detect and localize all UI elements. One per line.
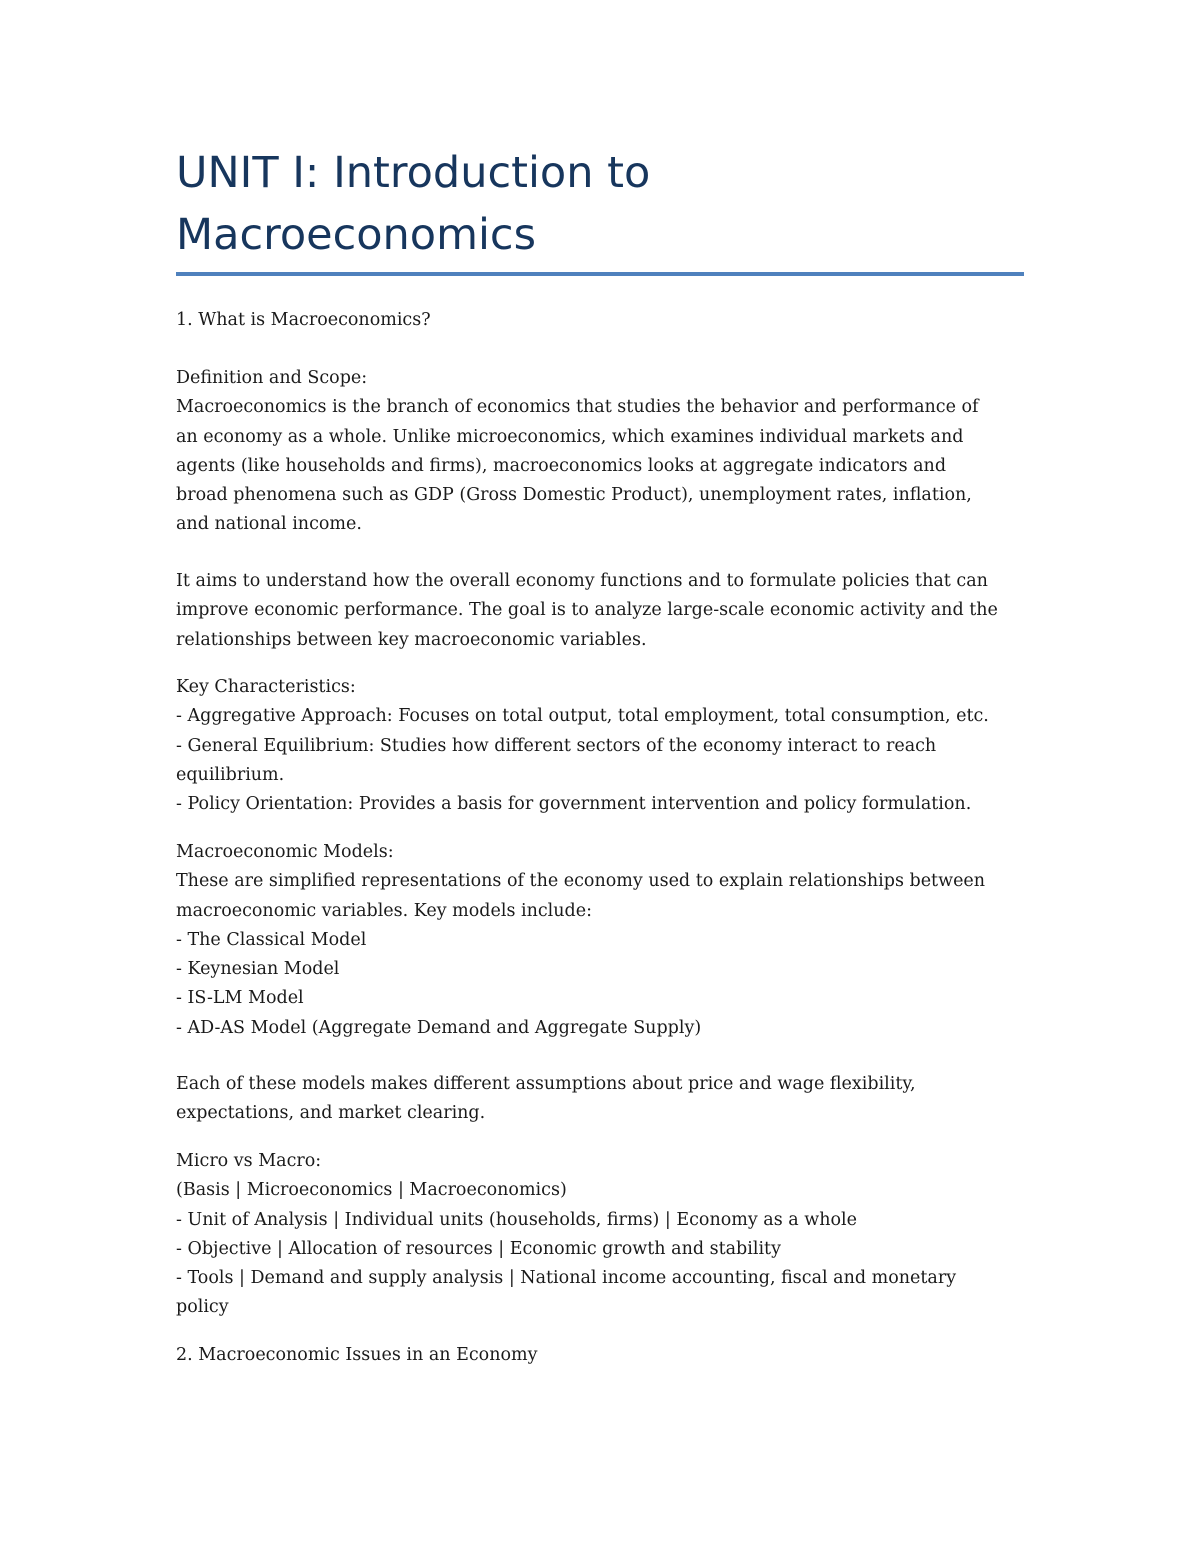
micro-macro-block — [176, 1147, 1036, 1323]
paragraph-line: agents (like households and firms), macroeconomics looks at aggregate indicators and — [176, 455, 947, 476]
paragraph-line: broad phenomena such as GDP (Gross Domestic Product), unemployment rates, inflation, — [176, 485, 972, 506]
paragraph-line: It aims to understand how the overall economy functions and to formulate policies that can — [176, 571, 988, 591]
document-title — [176, 142, 1036, 266]
aim-paragraph — [176, 567, 1036, 655]
characteristics-block — [176, 673, 1036, 819]
paragraph-line: expectations, and market clearing. — [176, 1103, 486, 1124]
paragraph-line: improve economic performance. The goal is to analyze large-scale economic activity and the — [176, 600, 998, 621]
section-2-heading-block — [176, 1341, 1036, 1370]
list-item: - Policy Orientation: Provides a basis for government intervention and policy formulation. — [176, 794, 972, 815]
paragraph-line: and national income. — [176, 514, 362, 535]
title-line: UNIT I: Introduction to — [176, 148, 651, 198]
paragraph-line: Each of these models makes different assumptions about price and wage flexibility, — [176, 1074, 916, 1094]
list-item: equilibrium. — [176, 764, 285, 785]
comparison-line: - Tools | Demand and supply analysis | National income accounting, fiscal and monetary — [176, 1268, 957, 1289]
list-item: - IS-LM Model — [176, 988, 304, 1009]
comparison-line: - Unit of Analysis | Individual units (households, firms) | Economy as a whole — [176, 1209, 858, 1230]
comparison-line: - Objective | Allocation of resources | Economic growth and stability — [176, 1238, 781, 1259]
comparison-line: (Basis | Microeconomics | Macroeconomics) — [176, 1180, 567, 1201]
definition-label: Definition and Scope: — [176, 368, 368, 388]
paragraph-line: These are simplified representations of the economy used to explain relationships between — [176, 871, 986, 892]
definition-block — [176, 364, 1036, 540]
section-heading: 2. Macroeconomic Issues in an Economy — [176, 1345, 538, 1365]
section-1-heading-block — [176, 306, 1036, 335]
list-item: - General Equilibrium: Studies how different sectors of the economy interact to reach — [176, 735, 937, 756]
paragraph-line: an economy as a whole. Unlike microeconomics, which examines individual markets and — [176, 426, 964, 447]
list-item: - The Classical Model — [176, 929, 367, 950]
paragraph-line: Macroeconomics is the branch of economics that studies the behavior and performance of — [176, 397, 979, 418]
characteristics-label: Key Characteristics: — [176, 677, 356, 697]
models-label: Macroeconomic Models: — [176, 842, 394, 862]
title-line: Macroeconomics — [176, 210, 536, 260]
list-item: - Aggregative Approach: Focuses on total output, total employment, total consumption, etc. — [176, 706, 989, 727]
title-underline — [176, 272, 1024, 276]
assumptions-paragraph — [176, 1070, 1036, 1129]
paragraph-line: macroeconomic variables. Key models include: — [176, 900, 592, 921]
models-block — [176, 838, 1036, 1043]
micro-macro-label: Micro vs Macro: — [176, 1151, 322, 1171]
list-item: - Keynesian Model — [176, 959, 340, 980]
comparison-line: policy — [176, 1297, 229, 1318]
paragraph-line: relationships between key macroeconomic variables. — [176, 629, 647, 650]
list-item: - AD-AS Model (Aggregate Demand and Aggregate Supply) — [176, 1017, 702, 1038]
section-heading: 1. What is Macroeconomics? — [176, 310, 431, 330]
